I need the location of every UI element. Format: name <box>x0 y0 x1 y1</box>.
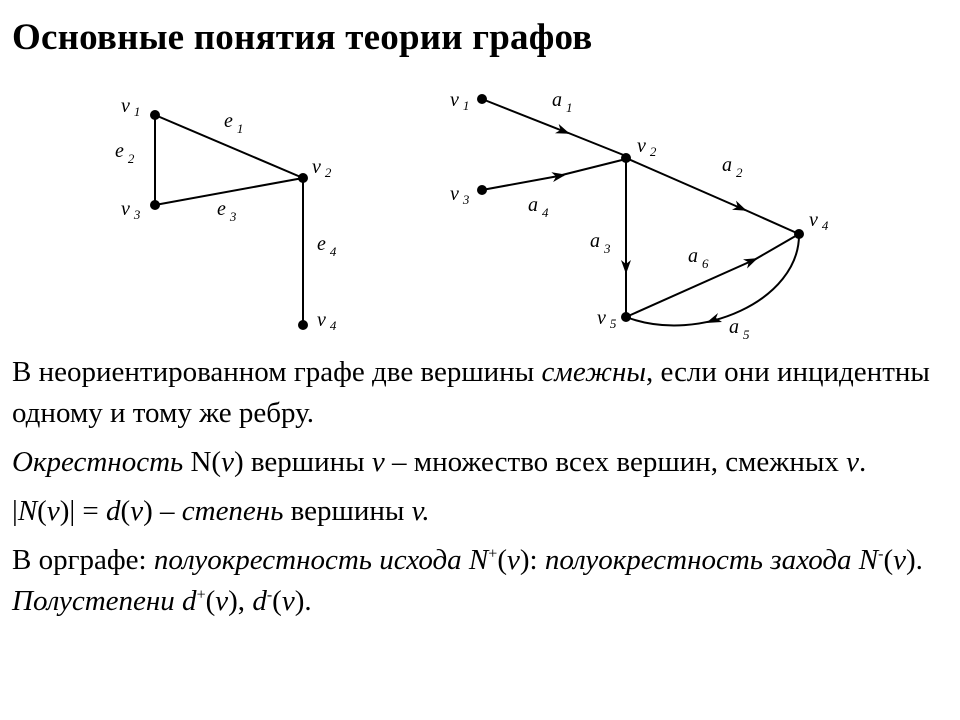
vertex-v2 <box>298 173 308 183</box>
label-dv3: v $_3$ <box>450 183 470 207</box>
edge-e3 <box>155 178 303 205</box>
arc-a6-part2 <box>754 234 799 260</box>
text-segment: v <box>215 585 229 617</box>
arc-a4-part1 <box>482 175 564 190</box>
vertex-v5 <box>621 312 631 322</box>
arc-a2-part2 <box>743 209 799 234</box>
arc-a4-part2 <box>562 159 626 175</box>
label-dv5: v $_5$ <box>597 307 617 331</box>
label-dv1: v $_1$ <box>450 89 470 113</box>
text-segment: ( <box>205 585 216 617</box>
text-segment: ) вершины <box>233 446 372 478</box>
label-e4: e $_4$ <box>317 233 337 259</box>
label-a3: a $_3$ <box>590 230 611 256</box>
paragraph-degree <box>12 491 947 532</box>
paragraph-adjacency <box>12 352 947 434</box>
label-v1: v $_1$ <box>121 95 141 119</box>
text-segment: N <box>17 495 38 527</box>
text-segment: ( <box>497 544 507 576</box>
vertex-v4 <box>298 320 308 330</box>
vertex-v1 <box>150 110 160 120</box>
undirected-graph <box>115 95 337 333</box>
text-segment: ( <box>37 495 47 527</box>
vertex-v3 <box>150 200 160 210</box>
text-segment: v. <box>411 495 430 527</box>
text-segment: v <box>371 446 385 478</box>
label-dv2: v $_2$ <box>637 135 657 159</box>
paragraph-digraph <box>12 540 947 622</box>
text-segment: В орграфе: <box>12 544 154 576</box>
text-segment: ) – <box>143 495 182 527</box>
label-v3: v $_3$ <box>121 198 141 222</box>
text-segment: полуокрестность захода N <box>544 544 879 576</box>
text-segment: ( <box>120 495 131 527</box>
text-segment: v <box>506 544 520 576</box>
text-segment: ), <box>228 585 253 617</box>
text-segment: v <box>893 544 906 576</box>
superscript: + <box>196 586 206 604</box>
text-segment: d <box>106 495 121 527</box>
text-segment: )| = <box>59 495 107 527</box>
text-segment: степень <box>181 495 284 527</box>
vertex-v4 <box>794 229 804 239</box>
text-segment: , если они инцидентны одному и тому же ребру. <box>12 356 938 429</box>
text-segment: Окрестность <box>12 446 191 478</box>
label-e2: e $_2$ <box>115 140 135 166</box>
text-segment: смежны <box>541 356 646 388</box>
vertex-v1 <box>477 94 487 104</box>
text-segment: вершины <box>283 495 412 527</box>
body-text <box>12 352 947 630</box>
label-a4: a $_4$ <box>528 194 549 220</box>
label-v4: v $_4$ <box>317 309 337 333</box>
text-segment: N <box>190 446 212 478</box>
text-segment: ( <box>211 446 222 478</box>
slide-title: Основные понятия теории графов <box>12 17 593 58</box>
label-v2: v $_2$ <box>312 156 332 180</box>
text-segment: v <box>281 585 295 617</box>
label-a5: a $_5$ <box>729 316 750 342</box>
vertex-v3 <box>477 185 487 195</box>
label-a6: a $_6$ <box>688 245 709 271</box>
text-segment: ): <box>519 544 545 576</box>
text-segment: v <box>221 446 234 478</box>
label-a2: a $_2$ <box>722 154 743 180</box>
arc-a1-part2 <box>566 132 626 156</box>
paragraph-neighborhood <box>12 442 947 483</box>
text-segment: ). <box>294 585 312 617</box>
superscript: - <box>266 586 273 604</box>
text-segment: v <box>46 495 60 527</box>
text-segment: ( <box>272 585 282 617</box>
text-segment: . <box>858 446 867 478</box>
superscript: + <box>488 545 498 563</box>
text-segment: v <box>846 446 859 478</box>
directed-graph <box>450 89 829 342</box>
text-segment: Полустепени d <box>12 585 197 617</box>
arc-a6-part1 <box>626 259 756 317</box>
text-segment: d <box>252 585 267 617</box>
vertex-v2 <box>621 153 631 163</box>
text-segment: v <box>130 495 144 527</box>
label-e3: e $_3$ <box>217 198 237 224</box>
text-segment: полуокрестность исхода N <box>153 544 489 576</box>
label-dv4: v $_4$ <box>809 209 829 233</box>
text-segment: – множество всех вершин, смежных <box>384 446 847 478</box>
label-a1: a $_1$ <box>552 89 573 115</box>
text-segment: В неориентированном графе две вершины <box>12 356 542 388</box>
superscript: - <box>878 545 884 563</box>
label-e1: e $_1$ <box>224 110 244 136</box>
text-segment: ( <box>883 544 894 576</box>
text-segment: ). <box>905 544 931 576</box>
text-segment: | <box>12 495 18 527</box>
arc-a5 <box>626 234 799 325</box>
